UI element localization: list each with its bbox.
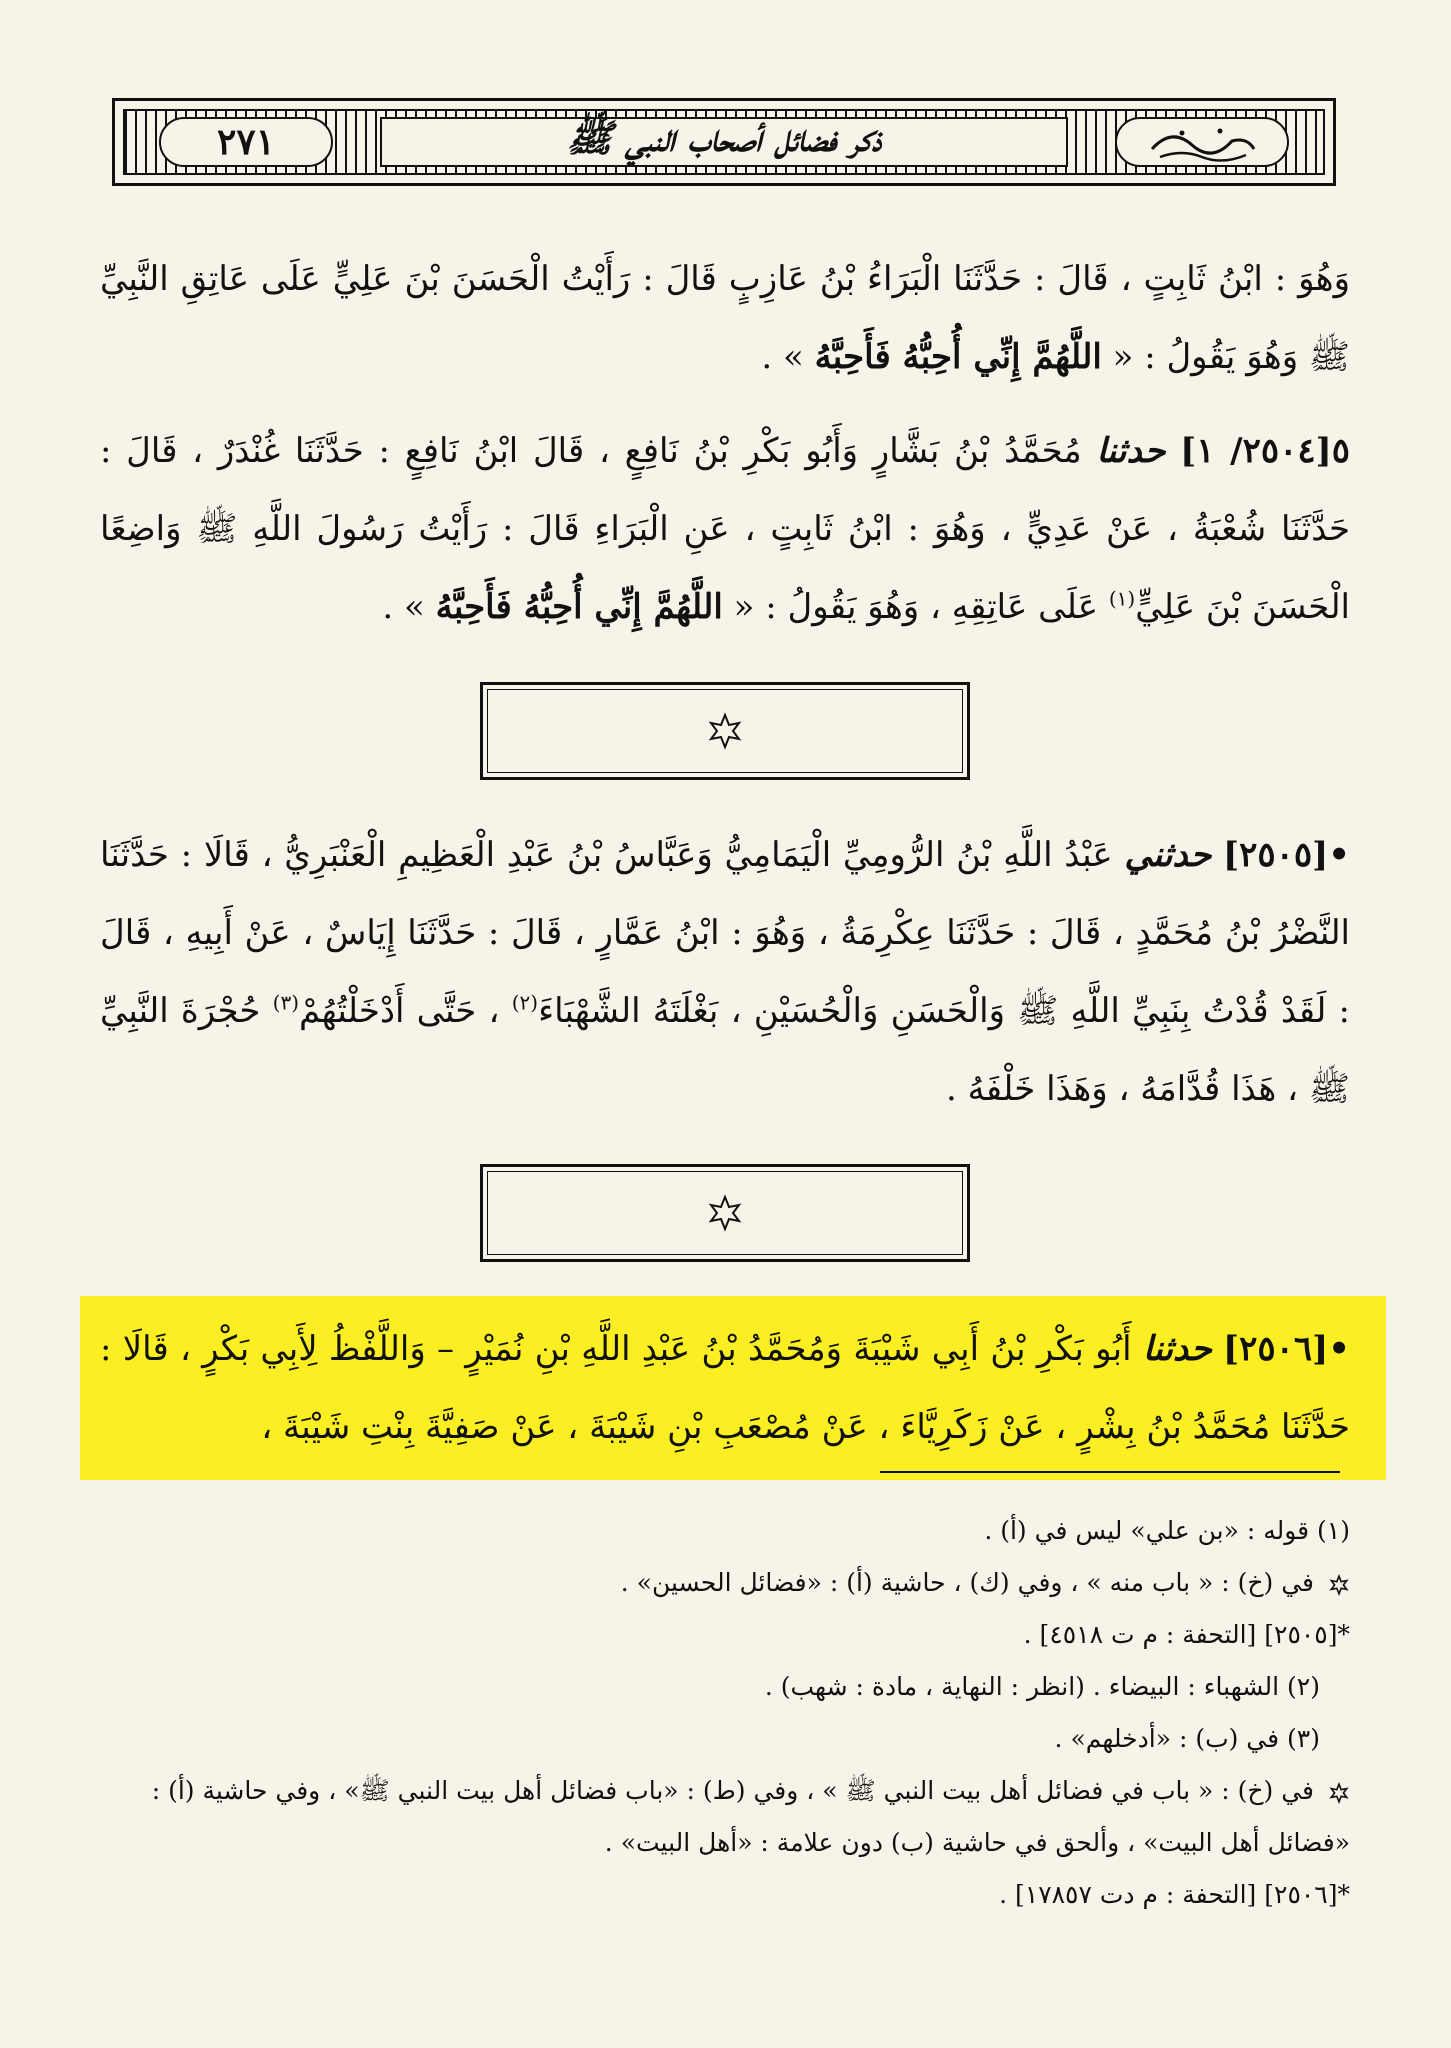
page-number: ٢٧١: [159, 117, 333, 167]
hadith-2504-1: [100, 412, 1350, 646]
footnote-text: (١) قوله : «بن علي» ليس في (أ) .: [984, 1516, 1350, 1545]
flower-icon: [1328, 1574, 1350, 1596]
chapter-note: [100, 1765, 1350, 1869]
chapter-separator-2: [480, 1164, 970, 1262]
footnote-divider: [880, 1471, 1340, 1473]
prophet-quote: اللَّهُمَّ إِنِّي أُحِبُّهُ فَأَحِبَّهُ: [435, 587, 723, 627]
hadith-2505: [100, 816, 1350, 1128]
tuhfa-ref: [100, 1609, 1350, 1661]
header-ornament-border: [123, 109, 1325, 175]
paragraph-1: [100, 240, 1350, 396]
hadith-number: •[٢٥٠٥]: [1223, 835, 1350, 875]
footnote-text: (٣) في (ب) : «أدخلهم» .: [1054, 1724, 1320, 1753]
flower-ornament-icon: [705, 1193, 745, 1233]
hadith-number: ٥[٢٥٠٤/ ١]: [1180, 431, 1350, 471]
footnotes: [100, 1505, 1350, 1921]
hadith-2506: [100, 1296, 1350, 1466]
paragraph-text: ، حَتَّى أَدْخَلْتُهُمْ: [299, 991, 512, 1031]
footnote-text: *[٢٥٠٥] [التحفة : م ت ٤٥١٨] .: [1023, 1620, 1350, 1649]
sahih-muslim-calligraphy-icon: [1142, 119, 1262, 165]
paragraph-text: وَهُوَ : ابْنُ ثَابِتٍ ، قَالَ : حَدَّثَنَا الْبَرَاءُ بْنُ عَازِبٍ قَالَ : رَأَيْتُ الْحَسَنَ بْنَ عَلِيٍّ عَلَى عَاتِقِ النَّبِيِّ ﷺ وَهُوَ يَقُولُ : «: [100, 259, 1350, 377]
paragraph-text: مُحَمَّدُ بْنُ بَشَّارٍ وَأَبُو بَكْرِ بْنُ نَافِعٍ ، قَالَ ابْنُ نَافِعٍ : حَدَّثَنَا غُنْدَرٌ ، قَالَ : حَدَّثَنَا شُعْبَةُ ، عَنْ عَدِيٍّ ، وَهُوَ : ابْنُ ثَابِتٍ ، عَنِ الْبَرَاءِ قَالَ : رَأَيْتُ رَسُولَ اللَّهِ ﷺ وَاضِعًا الْحَسَنَ بْنَ عَلِيٍّ: [100, 431, 1350, 627]
book-logo: [1115, 117, 1289, 167]
haddathani-word: حدثني: [1124, 835, 1212, 875]
footnote: [100, 1505, 1350, 1557]
haddathana-word: حدثنا: [1142, 1329, 1212, 1369]
page-header: [112, 98, 1336, 186]
chapter-separator-1: [480, 682, 970, 780]
chapter-note: [100, 1557, 1350, 1609]
footnote-text: *[٢٥٠٦] [التحفة : م دت ١٧٨٥٧] .: [999, 1880, 1350, 1909]
paragraph-text: أَبُو بَكْرِ بْنُ أَبِي شَيْبَةَ وَمُحَمَّدُ بْنُ عَبْدِ اللَّهِ بْنِ نُمَيْرٍ – وَاللَّفْظُ لِأَبِي بَكْرٍ ، قَالَا : حَدَّثَنَا مُحَمَّدُ بْنُ بِشْرٍ ، عَنْ زَكَرِيَّاءَ ، عَنْ مُصْعَبِ بْنِ شَيْبَةَ ، عَنْ صَفِيَّةَ بِنْتِ شَيْبَةَ ،: [100, 1329, 1350, 1447]
paragraph-end: » .: [761, 337, 815, 377]
footnote-ref: (٢): [511, 990, 539, 1015]
footnote-ref: (١): [1108, 586, 1136, 611]
chapter-title: ذكر فضائل أصحاب النبي ﷺ: [380, 117, 1068, 167]
paragraph-text: عَبْدُ اللَّهِ بْنُ الرُّومِيِّ الْيَمَامِيُّ وَعَبَّاسُ بْنُ عَبْدِ الْعَظِيمِ الْعَنْبَرِيُّ ، قَالَا : حَدَّثَنَا النَّضْرُ بْنُ مُحَمَّدٍ ، قَالَ : حَدَّثَنَا عِكْرِمَةُ ، وَهُوَ : ابْنُ عَمَّارٍ ، قَالَ : حَدَّثَنَا إِيَاسٌ ، عَنْ أَبِيهِ ، قَالَ : لَقَدْ قُدْتُ بِنَبِيِّ اللَّهِ ﷺ وَالْحَسَنِ وَالْحُسَيْنِ ، بَغْلَتَهُ الشَّهْبَاءَ: [100, 835, 1350, 1031]
footnote-text: في (خ) : « باب منه » ، وفي (ك) ، حاشية (أ) : «فضائل الحسين» .: [620, 1568, 1314, 1597]
footnote-ref: (٣): [272, 990, 300, 1015]
paragraph-text: حُجْرَةَ النَّبِيِّ ﷺ ، هَذَا قُدَّامَهُ ، وَهَذَا خَلْفَهُ .: [100, 991, 1350, 1109]
tuhfa-ref: [100, 1869, 1350, 1921]
flower-ornament-icon: [705, 711, 745, 751]
hadith-number: •[٢٥٠٦]: [1223, 1329, 1350, 1369]
prophet-quote: اللَّهُمَّ إِنِّي أُحِبُّهُ فَأَحِبَّهُ: [814, 337, 1102, 377]
haddathana-word: حدثنا: [1096, 431, 1166, 471]
footnote-text: في (خ) : « باب في فضائل أهل بيت النبي ﷺ » ، وفي (ط) : «باب فضائل أهل بيت النبي ﷺ» ، وفي حاشية (أ) : «فضائل أهل البيت» ، وألحق في حاشية (ب) دون علامة : «أهل البيت» .: [151, 1776, 1350, 1857]
main-text: [100, 240, 1350, 1298]
footnote: [100, 1661, 1350, 1713]
paragraph-text: عَلَى عَاتِقِهِ ، وَهُوَ يَقُولُ : «: [722, 587, 1109, 627]
paragraph-end: » .: [382, 587, 436, 627]
flower-icon: [1328, 1782, 1350, 1804]
footnote: [100, 1713, 1350, 1765]
footnote-text: (٢) الشهباء : البيضاء . (انظر : النهاية ، مادة : شهب) .: [764, 1672, 1320, 1701]
